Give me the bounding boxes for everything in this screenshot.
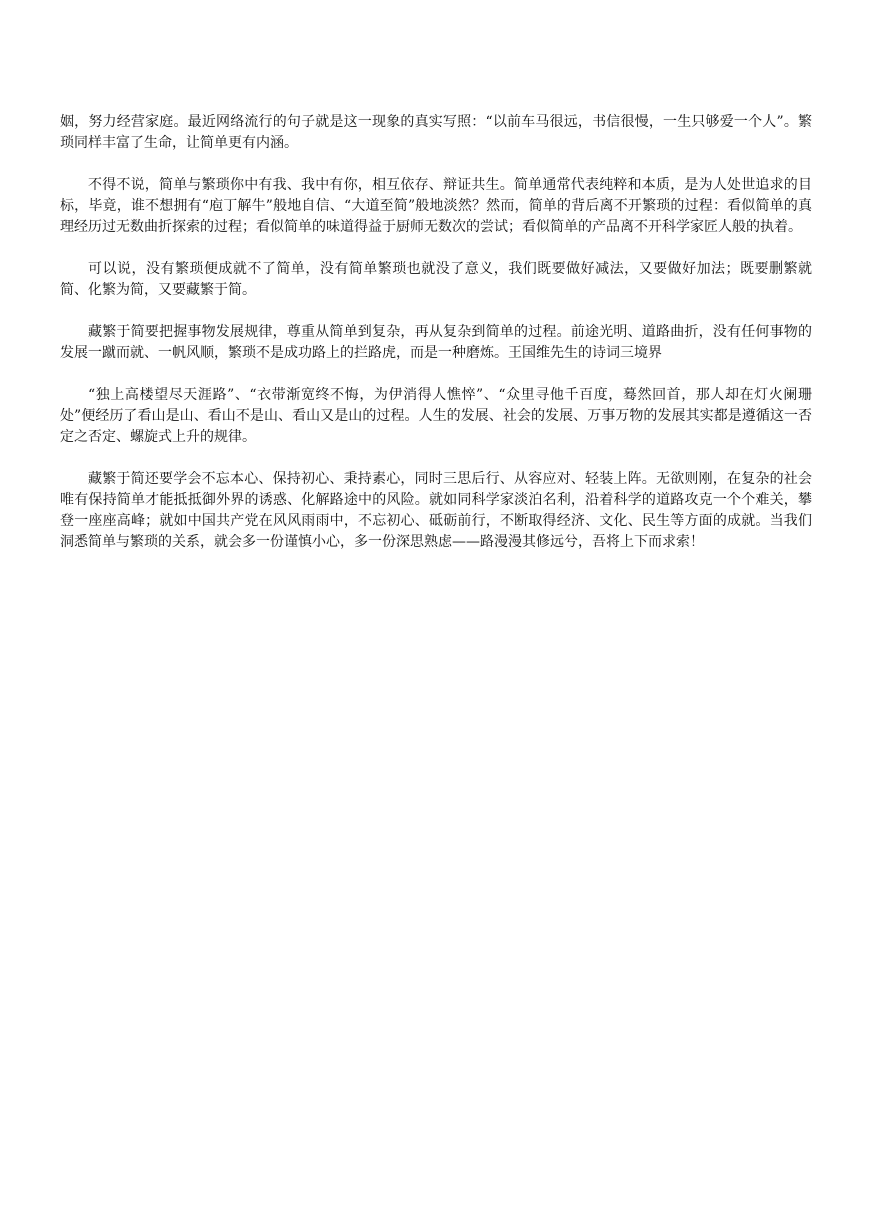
paragraph-3: 可以说，没有繁琐便成就不了简单，没有简单繁琐也就没了意义，我们既要做好减法，又要做好加法；既要删繁就简、化繁为简，又要藏繁于简。 [60,261,812,298]
paragraph-6: 藏繁于简还要学会不忘本心、保持初心、秉持素心，同时三思后行、从容应对、轻装上阵。无欲则刚，在复杂的社会唯有保持简单才能抵抵御外界的诱惑、化解路途中的风险。就如同科学家淡泊名利，沿着科学的道路攻克一个个难关，攀登一座座高峰；就如中国共产党在风风雨雨中，不忘初心、砥砺前行，不断取得经济、文化、民生等方面的成就。当我们洞悉简单与繁琐的关系，就会多一份谨慎小心，多一份深思熟虑——路漫漫其修远兮，吾将上下而求索！ [60,471,812,550]
paragraph-1: 姻，努力经营家庭。最近网络流行的句子就是这一现象的真实写照：“以前车马很远，书信很慢，一生只够爱一个人”。繁琐同样丰富了生命，让简单更有内涵。 [60,114,812,151]
paragraph-2: 不得不说，简单与繁琐你中有我、我中有你，相互依存、辩证共生。简单通常代表纯粹和本质，是为人处世追求的目标，毕竟，谁不想拥有“庖丁解牛”般地自信、“大道至简”般地淡然？然而，简单的背后离不开繁琐的过程：看似简单的真理经历过无数曲折探索的过程；看似简单的味道得益于厨师无数次的尝试；看似简单的产品离不开科学家匠人般的执着。 [60,177,812,235]
paragraph-4: 藏繁于简要把握事物发展规律，尊重从简单到复杂，再从复杂到简单的过程。前途光明、道路曲折，没有任何事物的发展一蹴而就、一帆风顺，繁琐不是成功路上的拦路虎，而是一种磨炼。王国维先生的诗词三境界 [60,324,812,361]
document-body [60,112,812,574]
paragraph-5: “独上高楼望尽天涯路”、“衣带渐宽终不悔，为伊消得人憔悴”、“众里寻他千百度，蓦然回首，那人却在灯火阑珊处”便经历了看山是山、看山不是山、看山又是山的过程。人生的发展、社会的发展、万事万物的发展其实都是遵循这一否定之否定、螺旋式上升的规律。 [60,387,812,445]
